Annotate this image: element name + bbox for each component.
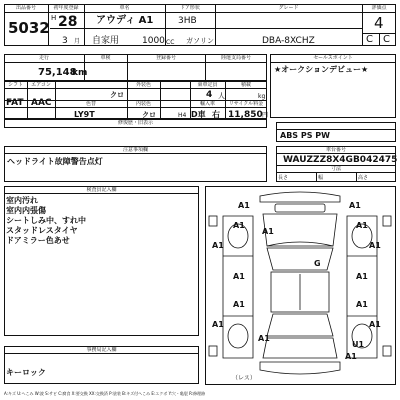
import-type: D車: [191, 110, 206, 119]
load-label: 積載: [240, 82, 251, 88]
cc-unit: CC: [166, 39, 175, 46]
damage-mark: A1: [345, 352, 357, 361]
damage-mark: A1: [356, 300, 368, 309]
door-label: ドア形状: [180, 5, 200, 11]
mileage-label: 走行: [38, 55, 49, 61]
car-name-label: 車名: [119, 5, 130, 11]
int-color-label: 内装色: [135, 101, 151, 107]
notes-label: 注意事項欄: [122, 147, 148, 153]
recycle-fee: 11,850: [228, 110, 263, 120]
int-color: クロ: [142, 111, 156, 119]
rear-label: （レス）: [232, 375, 256, 382]
vin: WAUZZZ8X4GB042475: [283, 155, 398, 165]
damage-mark: A1: [212, 320, 224, 329]
ext-color-label: 外装色: [135, 82, 151, 88]
shaken-label: 陸運支局番号: [220, 55, 251, 61]
notes-text: ヘッドライト故障警告点灯: [7, 157, 103, 166]
lot-number: 5032: [8, 19, 50, 37]
inspection-line-1: 室内汚れ: [6, 196, 38, 205]
damage-mark: A1: [356, 221, 368, 230]
damage-mark: A1: [369, 320, 381, 329]
office-label: 事務局記入欄: [86, 347, 117, 353]
first-reg-label: 初年度登録: [53, 5, 79, 11]
sales-point-label: セールスポイント: [313, 55, 353, 61]
capacity-label: 乗車定員: [197, 82, 218, 88]
length-label: 長さ: [278, 175, 289, 181]
use-type: 自家用: [92, 36, 120, 46]
damage-mark: A1: [369, 241, 381, 250]
shift-label: シフト: [7, 82, 23, 88]
damage-mark: A1: [238, 201, 250, 210]
damage-mark: A1: [349, 201, 361, 210]
car-name: アウディ A1: [96, 15, 154, 26]
inspection-remarks-label: 検査員記入欄: [86, 187, 117, 193]
shift-type: FAT: [6, 98, 24, 108]
inspection-line-5: ドアミラー色あせ: [6, 236, 70, 245]
import-label: 輸入車: [199, 101, 215, 107]
capacity: 4: [206, 90, 213, 100]
vin-label: 車台番号: [325, 147, 346, 153]
color-code: LY9T: [74, 110, 95, 119]
office-text: キーロック: [6, 368, 46, 377]
score-interior: C: [366, 34, 373, 45]
history-label: 修復歴・旧表示: [117, 120, 153, 126]
sales-point-box: [270, 54, 396, 118]
recycle-label: リサイクル料金: [228, 101, 264, 107]
first-reg-year: 28: [58, 14, 78, 30]
load-unit: kg: [258, 93, 266, 100]
car-outline: [205, 186, 396, 385]
first-reg-month: 3: [62, 36, 68, 46]
damage-mark: A1: [233, 272, 245, 281]
score-label: 評価点: [371, 5, 387, 11]
damage-mark: A1: [258, 334, 270, 343]
yen-unit: 円: [262, 112, 269, 119]
handle-side: 右: [212, 110, 220, 119]
damage-mark: U1: [352, 340, 365, 349]
damage-mark: G: [314, 259, 321, 268]
ac-type: AAC: [31, 98, 52, 108]
size-label: 寸法: [330, 166, 341, 172]
damage-legend: A:キズ U:へこみ W:波 S:サビ C:腐食 X:要交換 XX:交換済 P:塗装 B:キズ付へこみ E:エクボ Y:穴・亀裂 R:修理跡: [4, 391, 206, 396]
model-code: DBA-8XCHZ: [262, 36, 315, 46]
width-label: 幅: [318, 175, 324, 181]
inspection-line-3: シートしみ中、すれ中: [6, 216, 86, 225]
mileage-unit: km: [72, 68, 88, 78]
damage-mark: A1: [233, 221, 245, 230]
damage-mark: A1: [212, 241, 224, 250]
grade-label: グレード: [278, 5, 299, 11]
damage-mark: A1: [233, 300, 245, 309]
inspection-line-4: スタッドレスタイヤ: [6, 226, 78, 235]
height-label: 高さ: [358, 175, 369, 181]
options: ABS PS PW: [280, 131, 330, 140]
inspection-line-2: 室内内張傷: [6, 206, 46, 215]
ext-color: クロ: [110, 91, 124, 99]
damage-mark: A1: [356, 272, 368, 281]
lot-label: 出品番号: [15, 5, 36, 11]
door-type: 3HB: [178, 16, 197, 26]
sales-point: ★オークションデビュー★: [274, 65, 369, 74]
h4-mark: H4: [178, 112, 187, 119]
ac-label: エアコン: [31, 82, 51, 88]
month-label: 月: [74, 38, 81, 45]
displacement: 1000: [142, 36, 165, 46]
color-no-label: 色替: [85, 101, 96, 107]
damage-mark: A1: [262, 227, 274, 236]
score: 4: [374, 14, 384, 32]
era: H: [51, 14, 57, 22]
mileage: 75,148: [38, 67, 77, 78]
fuel-type: ガソリン: [186, 37, 214, 45]
capacity-unit: 人: [218, 92, 225, 100]
inspection-label: 車検: [100, 55, 111, 61]
score-exterior: C: [383, 34, 390, 45]
regno-label: 登録番号: [155, 55, 176, 61]
